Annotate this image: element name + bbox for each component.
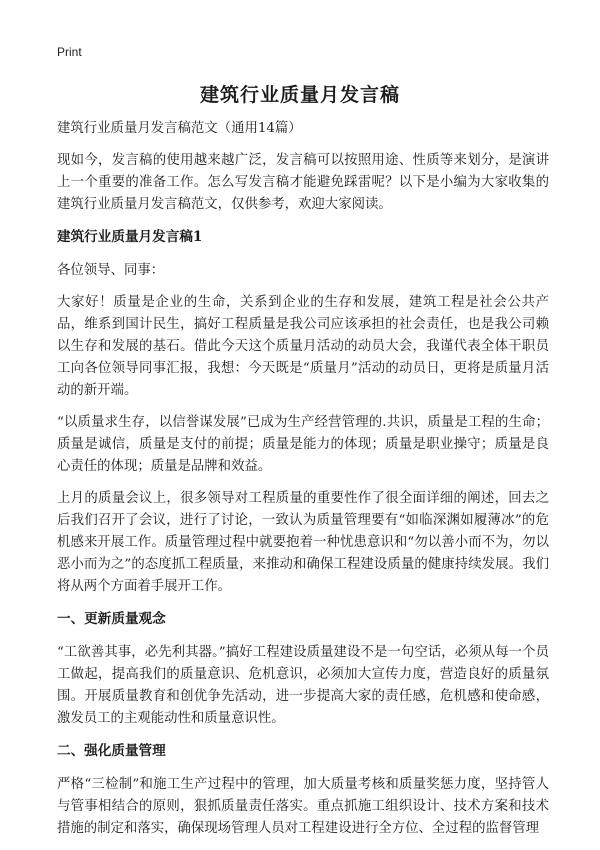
paragraph-3: 上月的质量会议上，很多领导对工程质量的重要性作了很全面详细的阐述，回去之后我们召开了会议，进行了讨论，一致认为质量管理要有“如临深渊如履薄冰”的危机感来开展工作。质量管理过程中就要抱着一种忧患意识和“勿以善小而不为，勿以恶小而为之”的态度抓工程质量，来推动和确保工程建设质量的健康持续发展。我们将从两个方面着手展开工作。 (57, 491, 549, 594)
section-heading-1: 建筑行业质量月发言稿1 (57, 229, 203, 245)
document-body (57, 118, 549, 850)
document-title: 建筑行业质量月发言稿 (199, 84, 400, 106)
paragraph-5: 严格“三检制”和施工生产过程中的管理，加大质量考核和质量奖惩力度，坚持管人与管事相结合的原则，狠抓质量责任落实。重点抓施工组织设计、技术方案和技术措施的制定和落实，确保现场管理人员对工程建设进行全方位、全过程的监督管理 (57, 777, 549, 836)
subheading-update-quality-concept: 一、更新质量观念 (57, 611, 166, 627)
print-link[interactable]: Print (57, 45, 82, 59)
paragraph-4: “工欲善其事，必先利其器。”搞好工程建设质量建设不是一句空话，必须从每一个员工做起，提高我们的质量意识、危机意识，必须加大宣传力度，营造良好的质量氛围。开展质量教育和创优争先活动，进一步提高大家的责任感，危机感和使命感，激发员工的主观能动性和质量意识性。 (57, 645, 549, 726)
document-subtitle: 建筑行业质量月发言稿范文（通用14篇） (57, 121, 302, 136)
paragraph-2: “以质量求生存，以信誉谋发展”已成为生产经营管理的.共识，质量是工程的生命；质量是诚信，质量是支付的前提；质量是能力的体现；质量是职业操守；质量是良心责任的体现；质量是品牌和效益。 (57, 415, 549, 474)
paragraph-1: 大家好！质量是企业的生命，关系到企业的生存和发展，建筑工程是社会公共产品，维系到国计民生，搞好工程质量是我公司应该承担的社会责任，也是我公司赖以生存和发展的基石。借此今天这个质量月活动的动员大会，我谨代表全体干职员工向各位领导同事汇报，我想：今天既是“质量月”活动的动员日，更将是质量月活动的新开端。 (57, 295, 549, 398)
subheading-strengthen-quality-management: 二、强化质量管理 (57, 743, 166, 759)
greeting: 各位领导、同事： (57, 263, 165, 278)
intro-paragraph: 现如今，发言稿的使用越来越广泛，发言稿可以按照用途、性质等来划分，是演讲上一个重要的准备工作。怎么写发言稿才能避免踩雷呢？以下是小编为大家收集的建筑行业质量月发言稿范文，仅供参考，欢迎大家阅读。 (57, 153, 549, 212)
